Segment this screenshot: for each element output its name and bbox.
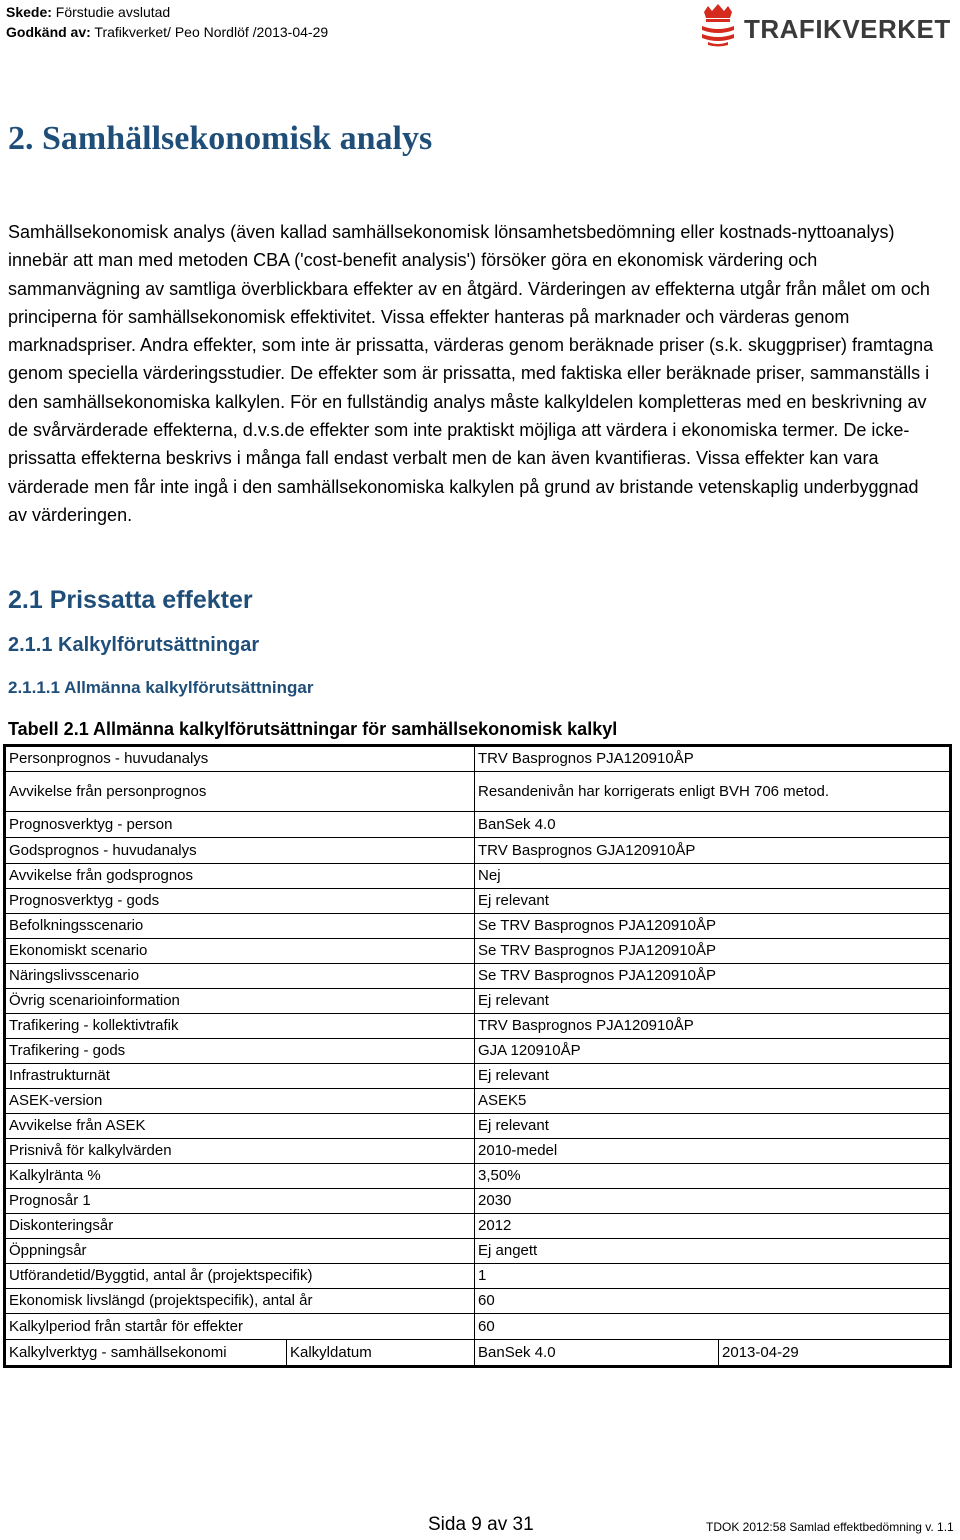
table-row	[5, 1189, 951, 1214]
document-id: TDOK 2012:58 Samlad effektbedömning v. 1.1	[706, 1520, 954, 1534]
row-value: Se TRV Basprognos PJA120910ÅP	[475, 964, 951, 989]
row-label: Övrig scenarioinformation	[5, 989, 475, 1014]
row-label: Kalkylränta %	[5, 1164, 475, 1189]
logo-wordmark: TRAFIKVERKET	[744, 14, 951, 44]
row-value: Ej relevant	[475, 1064, 951, 1089]
heading-allmanna-kalkylforutsattningar: 2.1.1.1 Allmänna kalkylförutsättningar	[8, 678, 314, 697]
table-row	[5, 1239, 951, 1264]
table-row	[5, 864, 951, 889]
row-label: Prisnivå för kalkylvärden	[5, 1139, 475, 1164]
table-row	[5, 964, 951, 989]
row-label: Befolkningsscenario	[5, 914, 475, 939]
approved-label: Godkänd av:	[6, 24, 91, 40]
row-label: Personprognos - huvudanalys	[5, 746, 475, 772]
table-row	[5, 939, 951, 964]
last-row-label: Kalkylverktyg - samhällsekonomi	[5, 1340, 287, 1367]
row-label: Avvikelse från godsprognos	[5, 864, 475, 889]
row-label: Ekonomiskt scenario	[5, 939, 475, 964]
row-value: Ej angett	[475, 1239, 951, 1264]
row-label: Avvikelse från personprognos	[5, 772, 475, 812]
table-row	[5, 1264, 951, 1289]
approved-value: Trafikverket/ Peo Nordlöf /2013-04-29	[90, 24, 329, 40]
table-row	[5, 1114, 951, 1139]
row-label: Infrastrukturnät	[5, 1064, 475, 1089]
row-value: 2012	[475, 1214, 951, 1239]
row-label: ASEK-version	[5, 1089, 475, 1114]
trafikverket-logo	[698, 2, 954, 48]
table-row	[5, 914, 951, 939]
crown-emblem-icon	[698, 2, 738, 48]
row-label: Näringslivsscenario	[5, 964, 475, 989]
table-caption: Tabell 2.1 Allmänna kalkylförutsättningar för samhällsekonomisk kalkyl	[8, 719, 618, 739]
row-value: 1	[475, 1264, 951, 1289]
row-label: Prognosår 1	[5, 1189, 475, 1214]
row-value: TRV Basprognos PJA120910ÅP	[475, 746, 951, 772]
table-row	[5, 812, 951, 838]
row-label: Godsprognos - huvudanalys	[5, 838, 475, 864]
row-label: Öppningsår	[5, 1239, 475, 1264]
row-label: Prognosverktyg - gods	[5, 889, 475, 914]
table-row	[5, 1139, 951, 1164]
row-value: Ej relevant	[475, 989, 951, 1014]
page-number: Sida 9 av 31	[428, 1514, 534, 1535]
table-row	[5, 1064, 951, 1089]
row-label: Utförandetid/Byggtid, antal år (projektspecifik)	[5, 1264, 475, 1289]
heading-prissatta-effekter: 2.1 Prissatta effekter	[8, 586, 253, 614]
row-label: Diskonteringsår	[5, 1214, 475, 1239]
stage-label: Skede:	[6, 4, 52, 20]
table-row	[5, 1214, 951, 1239]
table-row	[5, 772, 951, 812]
row-label: Ekonomisk livslängd (projektspecifik), antal år	[5, 1289, 475, 1314]
table-row	[5, 1164, 951, 1189]
table-row	[5, 1014, 951, 1039]
section-title: 2. Samhällsekonomisk analys	[8, 120, 433, 157]
row-value: 2030	[475, 1189, 951, 1214]
assumptions-table	[3, 744, 952, 1368]
row-value: Ej relevant	[475, 889, 951, 914]
stage-line	[6, 2, 328, 22]
row-label: Kalkylperiod från startår för effekter	[5, 1314, 475, 1340]
row-value: ASEK5	[475, 1089, 951, 1114]
row-value: TRV Basprognos GJA120910ÅP	[475, 838, 951, 864]
row-value: BanSek 4.0	[475, 812, 951, 838]
table-row	[5, 1289, 951, 1314]
intro-paragraph: Samhällsekonomisk analys (även kallad samhällsekonomisk lönsamhetsbedömning eller kostnads-nyttoanalys) innebär att man med metoden CBA ('cost-benefit analysis') försöker göra en ekonomisk värdering och sammanvägning av samtliga överblickbara effekter av en åtgärd. Värderingen av effekterna utgår från målet om och principerna för samhällsekonomisk effektivitet. Vissa effekter hanteras på marknader och värderas genom marknadspriser. Andra effekter, som inte är prissatta, värderas genom beräknade priser (s.k. skuggpriser) framtagna genom speciella värderingsstudier. De effekter som är prissatta, med faktiska eller beräknade priser, sammanställs i den samhällsekonomiska kalkylen. För en fullständig analys måste kalkyldelen kompletteras med en beskrivning av de svårvärderade effekterna, d.v.s.de effekter som inte praktiskt möjliga att värdera i ekonomiska termer. De icke-prissatta effekterna beskrivs i många fall endast verbalt men de kan även kvantifieras. Vissa effekter kan vara värderade men får inte ingå i den samhällsekonomiska kalkylen på grund av bristande vetenskaplig underbyggnad av värderingen.	[8, 222, 934, 525]
row-value: 3,50%	[475, 1164, 951, 1189]
document-header	[6, 2, 328, 42]
table-row	[5, 746, 951, 772]
row-value: Nej	[475, 864, 951, 889]
heading-kalkylforutsattningar: 2.1.1 Kalkylförutsättningar	[8, 634, 260, 656]
table-row	[5, 989, 951, 1014]
table-row-last	[5, 1340, 951, 1367]
row-value: Se TRV Basprognos PJA120910ÅP	[475, 914, 951, 939]
row-value: GJA 120910ÅP	[475, 1039, 951, 1064]
table-row	[5, 1089, 951, 1114]
row-label: Trafikering - kollektivtrafik	[5, 1014, 475, 1039]
table-row	[5, 889, 951, 914]
row-value: Resandenivån har korrigerats enligt BVH 706 metod.	[475, 772, 951, 812]
row-value: Ej relevant	[475, 1114, 951, 1139]
row-label: Prognosverktyg - person	[5, 812, 475, 838]
row-value: 60	[475, 1289, 951, 1314]
row-value: TRV Basprognos PJA120910ÅP	[475, 1014, 951, 1039]
approved-line	[6, 22, 328, 42]
row-value: 2010-medel	[475, 1139, 951, 1164]
row-value: Se TRV Basprognos PJA120910ÅP	[475, 939, 951, 964]
table-row	[5, 1314, 951, 1340]
last-row-label2: Kalkyldatum	[287, 1340, 475, 1367]
row-value: 60	[475, 1314, 951, 1340]
table-row	[5, 1039, 951, 1064]
last-row-value: BanSek 4.0	[475, 1340, 719, 1367]
row-label: Avvikelse från ASEK	[5, 1114, 475, 1139]
stage-value: Förstudie avslutad	[51, 4, 171, 20]
row-label: Trafikering - gods	[5, 1039, 475, 1064]
last-row-value2: 2013-04-29	[719, 1340, 951, 1367]
table-row	[5, 838, 951, 864]
